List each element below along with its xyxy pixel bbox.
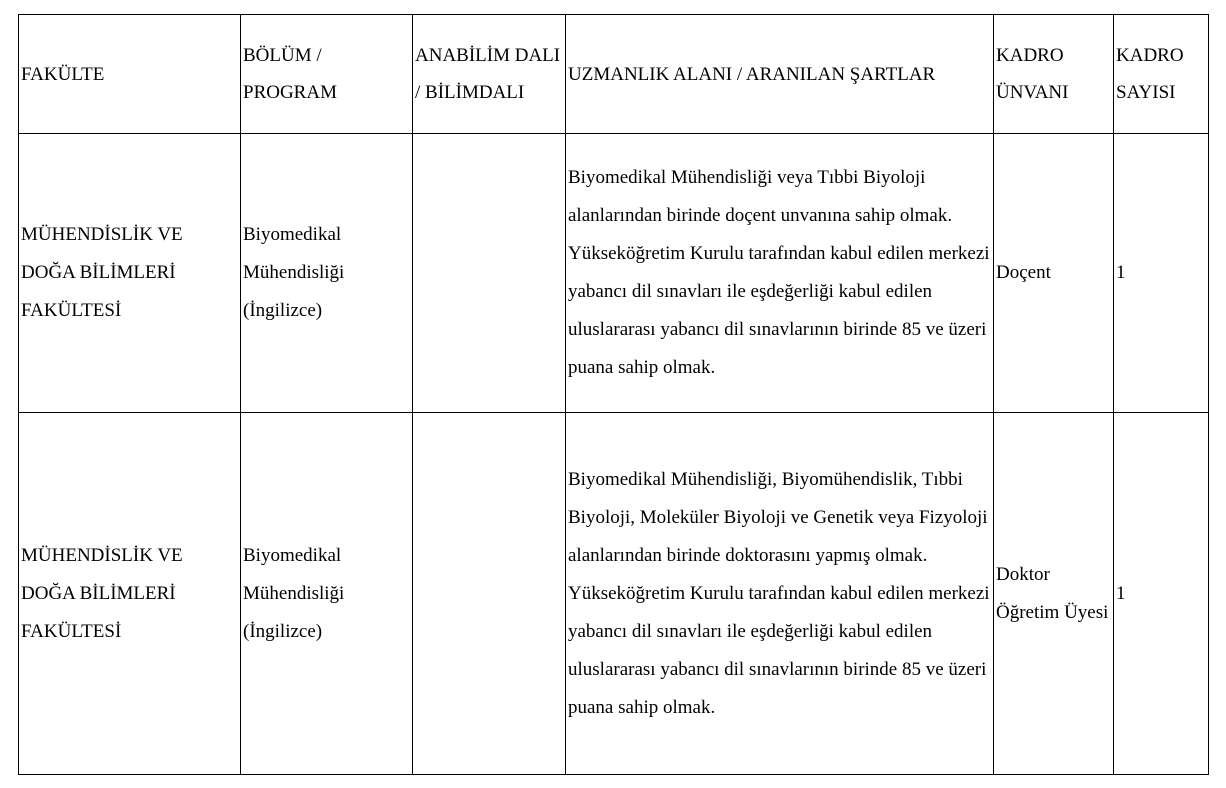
cell-kadro-sayisi: 1	[1114, 134, 1209, 413]
header-bolum: BÖLÜM / PROGRAM	[241, 15, 413, 134]
cell-anabilim	[413, 134, 566, 413]
table-row	[19, 413, 1209, 775]
cell-bolum: Biyomedikal Mühendisliği (İngilizce)	[241, 413, 413, 775]
cell-anabilim	[413, 413, 566, 775]
cell-fakulte: MÜHENDİSLİK VE DOĞA BİLİMLERİ FAKÜLTESİ	[19, 134, 241, 413]
header-kadro-unvani: KADRO ÜNVANI	[994, 15, 1114, 134]
header-row	[19, 15, 1209, 134]
kadro-table	[18, 14, 1209, 775]
header-anabilim: ANABİLİM DALI / BİLİMDALI	[413, 15, 566, 134]
header-fakulte: FAKÜLTE	[19, 15, 241, 134]
cell-uzmanlik: Biyomedikal Mühendisliği veya Tıbbi Biyoloji alanlarından birinde doçent unvanına sahip olmak. Yükseköğretim Kurulu tarafından kabul edilen merkezi yabancı dil sınavları ile eşdeğerliği kabul edilen uluslararası yabancı dil sınavlarının birinde 85 ve üzeri puana sahip olmak.	[566, 134, 994, 413]
table-row	[19, 134, 1209, 413]
cell-fakulte: MÜHENDİSLİK VE DOĞA BİLİMLERİ FAKÜLTESİ	[19, 413, 241, 775]
cell-uzmanlik: Biyomedikal Mühendisliği, Biyomühendislik, Tıbbi Biyoloji, Moleküler Biyoloji ve Genetik veya Fizyoloji alanlarından birinde doktorasını yapmış olmak. Yükseköğretim Kurulu tarafından kabul edilen merkezi yabancı dil sınavları ile eşdeğerliği kabul edilen uluslararası yabancı dil sınavlarının birinde 85 ve üzeri puana sahip olmak.	[566, 413, 994, 775]
header-kadro-sayisi: KADRO SAYISI	[1114, 15, 1209, 134]
header-uzmanlik: UZMANLIK ALANI / ARANILAN ŞARTLAR	[566, 15, 994, 134]
cell-kadro-unvani: Doktor Öğretim Üyesi	[994, 413, 1114, 775]
cell-kadro-sayisi: 1	[1114, 413, 1209, 775]
cell-bolum: Biyomedikal Mühendisliği (İngilizce)	[241, 134, 413, 413]
cell-kadro-unvani: Doçent	[994, 134, 1114, 413]
